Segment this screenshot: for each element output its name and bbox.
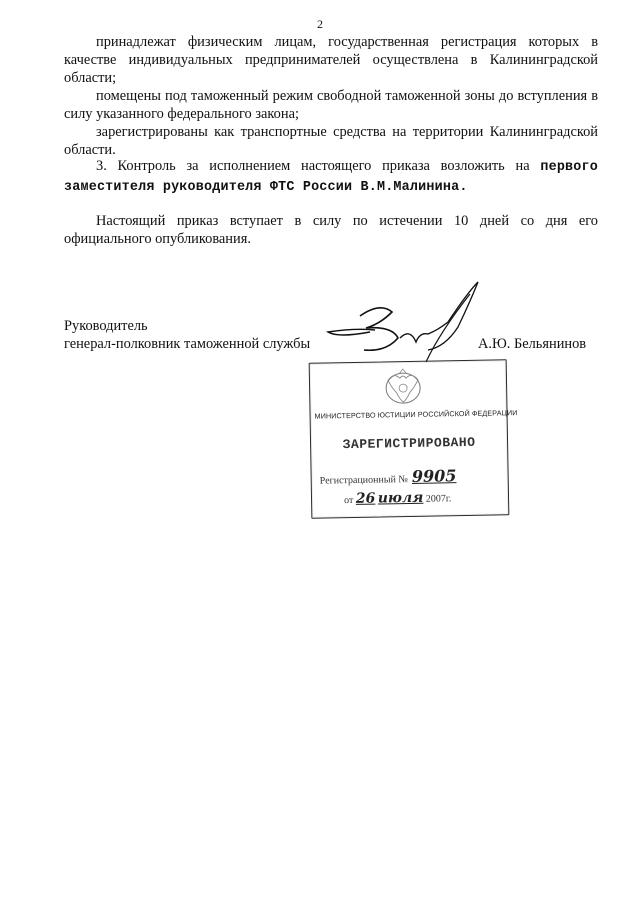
page-number: 2 (317, 17, 323, 31)
signatory-rank: генерал-полковник таможенной службы (64, 336, 311, 352)
double-headed-eagle-emblem-icon (380, 366, 427, 409)
paragraph-registered-vehicles: зарегистрированы как транспортные средства на территории Калининградской области. (64, 124, 598, 158)
paragraph-entry-into-force: Настоящий приказ вступает в силу по истечении 10 дней со дня его официального опубликования. (64, 213, 598, 247)
paragraph-control-clause (64, 157, 598, 197)
signatory-name: А.Ю. Бельянинов (478, 336, 587, 352)
stamp-registration-number: 9905 (411, 466, 457, 486)
stamp-date-month: июля (377, 489, 424, 507)
stamp-date-prefix: от (343, 494, 354, 507)
control-clause-typed-insert: первого заместителя руководителя ФТС России В.М.Малинина. (64, 160, 598, 195)
signatory-title (64, 317, 310, 353)
stamp-date-year: 2007г. (425, 493, 452, 505)
registration-stamp (309, 359, 518, 518)
signatory-position: Руководитель (64, 318, 148, 334)
stamp-registration-number-line (320, 466, 457, 487)
paragraph-individual-entrepreneurs: принадлежат физическим лицам, государственная регистрация которых в качестве индивидуальных предпринимателей осуществлена в Калининградской области; (64, 34, 598, 86)
stamp-date-line (344, 489, 452, 507)
paragraph-free-customs-zone: помещены под таможенный режим свободной таможенной зоны до вступления в силу указанного федерального закона; (64, 88, 598, 122)
stamp-ministry-name: МИНИСТЕРСТВО ЮСТИЦИИ РОССИЙСКОЙ ФЕДЕРАЦИИ (314, 408, 518, 421)
stamp-registration-label: Регистрационный № (319, 474, 409, 487)
control-clause-text: 3. Контроль за исполнением настоящего приказа возложить на (96, 158, 541, 174)
stamp-registered-label: ЗАРЕГИСТРИРОВАНО (342, 434, 476, 453)
stamp-date-day: 26 (355, 490, 376, 507)
